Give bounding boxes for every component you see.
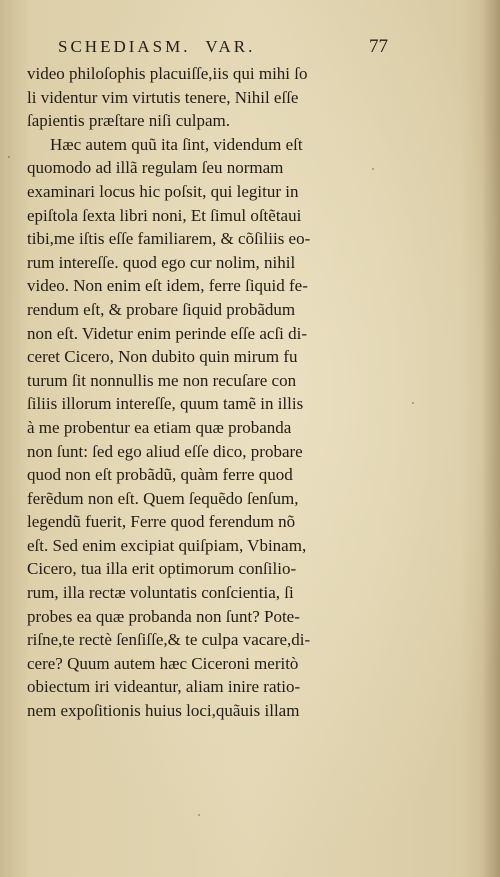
paper-speck: [412, 402, 414, 404]
text-line: legendũ fuerit, Ferre quod ferendum nõ: [27, 512, 296, 532]
text-line: à me probentur ea etiam quæ probanda: [27, 417, 292, 437]
text-line: ſapientis præſtare niſi culpam.: [27, 111, 231, 131]
text-line: tibi,me iſtis eſſe familiarem, & cõſiliis eo-: [27, 229, 311, 249]
text-line: rendum eſt, & probare ſiquid probãdum: [27, 299, 296, 319]
page-edge-shadow: [482, 0, 500, 877]
running-header: [58, 36, 388, 58]
running-title: SCHEDIASM. VAR.: [58, 37, 256, 56]
text-line: rum, illa rectæ voluntatis conſcientia, ſi: [27, 583, 294, 603]
text-line: nem expoſitionis huius loci,quãuis illam: [27, 701, 300, 721]
text-line: riſne,te rectè ſenſiſſe,& te culpa vacare,di-: [27, 630, 311, 650]
text-line: ceret Cicero, Non dubito quin mirum fu: [27, 347, 298, 367]
paragraph-first-line: Hæc autem quũ ita ſint, videndum eſt: [50, 134, 303, 154]
text-line: cere? Quum autem hæc Ciceroni meritò: [27, 653, 299, 673]
text-line: ferẽdum non eſt. Quem ſequẽdo ſenſum,: [27, 488, 299, 508]
text-line: ſiliis illorum intereſſe, quum tamẽ in illis: [27, 394, 304, 414]
page-number: 77: [369, 36, 388, 57]
text-line: li videntur vim virtutis tenere, Nihil eſſe: [27, 87, 299, 107]
text-line: rum intereſſe. quod ego cur nolim, nihil: [27, 252, 296, 272]
body-text: [27, 62, 379, 723]
paper-speck: [8, 156, 10, 158]
text-line: non eſt. Videtur enim perinde eſſe acſi di-: [27, 323, 308, 343]
text-line: video. Non enim eſt idem, ferre ſiquid fe-: [27, 276, 308, 296]
paper-speck: [198, 814, 200, 816]
text-line: quod non eſt probãdũ, quàm ferre quod: [27, 465, 293, 485]
text-line: quomodo ad illã regulam ſeu normam: [27, 158, 284, 178]
text-line: turum ſit nonnullis me non recuſare con: [27, 370, 297, 390]
text-line: Cicero, tua illa erit optimorum conſilio-: [27, 559, 297, 579]
text-line: examinari locus hic poſsit, qui legitur in: [27, 181, 299, 201]
paper-speck: [372, 168, 374, 170]
text-line: epiſtola ſexta libri noni, Et ſimul oſtẽtaui: [27, 205, 302, 225]
text-line: eſt. Sed enim excipiat quiſpiam, Vbinam,: [27, 535, 307, 555]
text-line: obiectum iri videantur, aliam inire ratio-: [27, 677, 301, 697]
text-line: non ſunt: ſed ego aliud eſſe dico, probare: [27, 441, 303, 461]
text-line: probes ea quæ probanda non ſunt? Pote-: [27, 606, 300, 626]
text-line: video philoſophis placuiſſe,iis qui mihi ſo: [27, 64, 308, 83]
